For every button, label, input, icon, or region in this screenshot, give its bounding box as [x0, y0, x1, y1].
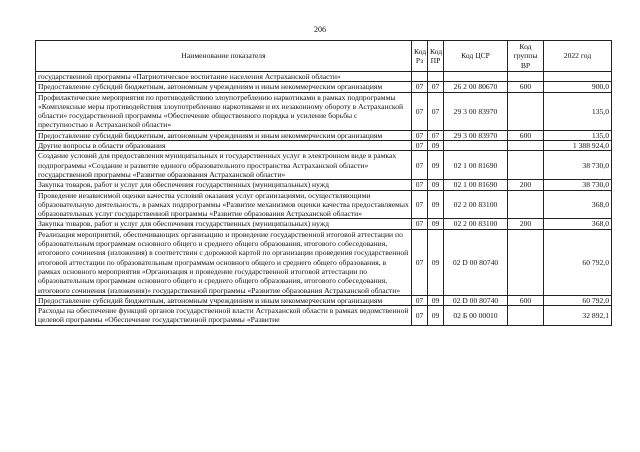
- cell-rz: 07: [412, 180, 428, 190]
- cell-rz: 07: [412, 190, 428, 219]
- cell-name: Предоставление субсидий бюджетным, автономным учреждениям и иным некоммерческим организациям: [36, 82, 412, 92]
- cell-rz: 07: [412, 306, 428, 326]
- cell-pr: 07: [428, 82, 444, 92]
- header-rz: Код Рз: [412, 41, 428, 72]
- budget-table: [35, 40, 612, 326]
- cell-csr: 02 1 00 81690: [444, 151, 508, 180]
- cell-vr: 200: [508, 180, 544, 190]
- table-row: [36, 151, 612, 180]
- cell-vr: [508, 72, 544, 82]
- cell-pr: 09: [428, 141, 444, 151]
- cell-amount: 60 792,0: [544, 295, 612, 305]
- table-row: [36, 190, 612, 219]
- cell-pr: 09: [428, 229, 444, 295]
- cell-pr: 09: [428, 190, 444, 219]
- cell-csr: 02 1 00 81690: [444, 180, 508, 190]
- table-row: [36, 180, 612, 190]
- cell-rz: 07: [412, 141, 428, 151]
- cell-name: Предоставление субсидий бюджетным, автономным учреждениям и иным некоммерческим организациям: [36, 295, 412, 305]
- cell-csr: 02 Б 00 00010: [444, 306, 508, 326]
- cell-name: Профилактические мероприятия по противодействию злоупотреблению наркотиками в рамках подпрограммы «Комплексные меры противодействия злоупотреблению наркотиками и их незаконному обороту в Астраханской области» государственной программы «Обеспечение общественного порядка и усиление борьбы с преступностью в Астраханской области»: [36, 92, 412, 130]
- cell-amount: 60 792,0: [544, 229, 612, 295]
- cell-amount: 368,0: [544, 219, 612, 229]
- cell-name: Закупка товаров, работ и услуг для обеспечения государственных (муниципальных) нужд: [36, 180, 412, 190]
- cell-rz: 07: [412, 219, 428, 229]
- table-row: [36, 92, 612, 130]
- cell-amount: 135,0: [544, 130, 612, 140]
- header-vr: Код группы ВР: [508, 41, 544, 72]
- cell-csr: 02 2 00 83100: [444, 190, 508, 219]
- cell-csr: 29 3 00 83970: [444, 130, 508, 140]
- cell-vr: [508, 306, 544, 326]
- cell-csr: 02 D 00 80740: [444, 229, 508, 295]
- table-body: [36, 72, 612, 326]
- cell-pr: 09: [428, 180, 444, 190]
- cell-name: Реализация мероприятий, обеспечивающих организацию и проведение государственной итоговой аттестации по образовательным программам основного общего и среднего общего образования, итогового собеседования, итогового сочинения (изложения) в соответствии с дорожной картой по организации проведения государственной итоговой аттестации по образовательным программам основного общего и среднего общего образования, в рамках основного мероприятия «Организация и проведение государственной итоговой аттестации по образовательным программам основного общего и среднего общего образования, итогового собеседования, итогового сочинения (изложения)» государственной программы «Развитие образования Астраханской области»: [36, 229, 412, 295]
- table-header-row: [36, 41, 612, 72]
- cell-csr: 29 3 00 83970: [444, 92, 508, 130]
- cell-vr: [508, 190, 544, 219]
- cell-rz: [412, 72, 428, 82]
- cell-rz: 07: [412, 92, 428, 130]
- cell-amount: [544, 72, 612, 82]
- cell-name: Предоставление субсидий бюджетным, автономным учреждениям и иным некоммерческим организациям: [36, 130, 412, 140]
- cell-rz: 07: [412, 151, 428, 180]
- cell-name: государственной программы «Патриотическое воспитание населения Астраханской области»: [36, 72, 412, 82]
- header-pr: Код ПР: [428, 41, 444, 72]
- cell-csr: 26 2 00 80670: [444, 82, 508, 92]
- cell-vr: 600: [508, 130, 544, 140]
- cell-rz: 07: [412, 82, 428, 92]
- cell-amount: 368,0: [544, 190, 612, 219]
- table-row: [36, 229, 612, 295]
- cell-vr: [508, 92, 544, 130]
- cell-csr: 02 2 00 83100: [444, 219, 508, 229]
- cell-pr: 07: [428, 92, 444, 130]
- cell-name: Создание условий для предоставления муниципальных и государственных услуг в электронном виде в рамках подпрограммы «Создание и развитие единого образовательного пространства Астраханской области» государственной программы «Развитие образования Астраханской области»: [36, 151, 412, 180]
- cell-pr: 07: [428, 130, 444, 140]
- table-row: [36, 219, 612, 229]
- cell-csr: [444, 72, 508, 82]
- cell-csr: [444, 141, 508, 151]
- header-csr: Код ЦСР: [444, 41, 508, 72]
- cell-name: Расходы на обеспечение функций органов государственной власти Астраханской области в рамках ведомственной целевой программы «Обеспечение государственной программы «Развитие: [36, 306, 412, 326]
- cell-amount: 1 388 924,0: [544, 141, 612, 151]
- cell-vr: [508, 141, 544, 151]
- cell-rz: 07: [412, 229, 428, 295]
- page-number: 206: [314, 25, 326, 34]
- cell-amount: 32 892,1: [544, 306, 612, 326]
- cell-amount: 135,0: [544, 92, 612, 130]
- cell-amount: 900,0: [544, 82, 612, 92]
- cell-rz: 07: [412, 130, 428, 140]
- header-year: 2022 год: [544, 41, 612, 72]
- cell-name: Другие вопросы в области образования: [36, 141, 412, 151]
- cell-vr: 200: [508, 219, 544, 229]
- cell-vr: 600: [508, 82, 544, 92]
- cell-name: Проведение независимой оценки качества условий оказания услуг организациями, осуществляющими образовательную деятельность, в рамках подпрограммы «Развитие механизмов оценки качества предоставляемых образовательных услуг государственной программы «Развитие образования Астраханской области»: [36, 190, 412, 219]
- cell-vr: [508, 229, 544, 295]
- cell-name: Закупка товаров, работ и услуг для обеспечения государственных (муниципальных) нужд: [36, 219, 412, 229]
- header-name: Наименование показателя: [36, 41, 412, 72]
- table-row: [36, 141, 612, 151]
- table-row: [36, 82, 612, 92]
- table-row: [36, 306, 612, 326]
- cell-pr: 09: [428, 306, 444, 326]
- cell-pr: 09: [428, 151, 444, 180]
- table-row: [36, 295, 612, 305]
- cell-rz: 07: [412, 295, 428, 305]
- cell-amount: 38 730,0: [544, 180, 612, 190]
- cell-pr: 09: [428, 295, 444, 305]
- cell-vr: [508, 151, 544, 180]
- cell-pr: [428, 72, 444, 82]
- cell-pr: 09: [428, 219, 444, 229]
- cell-csr: 02 D 00 80740: [444, 295, 508, 305]
- table-row: [36, 72, 612, 82]
- cell-amount: 38 730,0: [544, 151, 612, 180]
- table-row: [36, 130, 612, 140]
- cell-vr: 600: [508, 295, 544, 305]
